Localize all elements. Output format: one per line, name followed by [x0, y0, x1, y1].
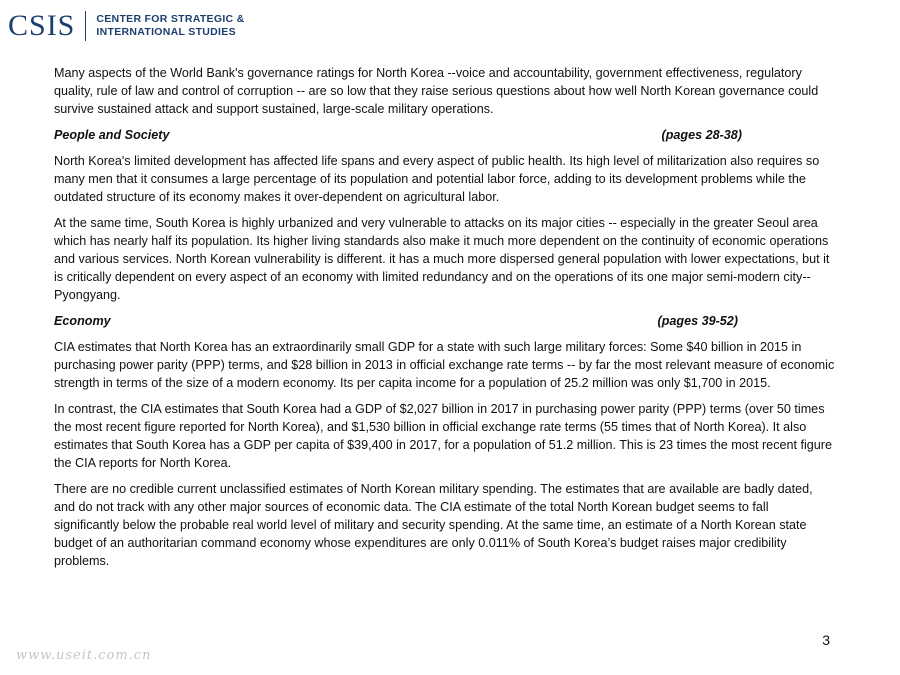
- csis-header: [8, 8, 245, 44]
- economy-paragraph-1: CIA estimates that North Korea has an extraordinarily small GDP for a state with such large military forces: Some $40 billion in 2015 in purchasing power parity (PPP) terms, and $28 billion in 2013 in official exchange rate terms -- by far the most relevant measure of economic strength in terms of the size of a modern economy. Its per capita income for a population of 25.2 million was only $1,700 in 2015.: [54, 340, 835, 390]
- people-heading-pages: (pages 28-38): [661, 128, 742, 142]
- org-name-line1: CENTER FOR STRATEGIC &: [96, 13, 245, 25]
- people-paragraph-1: North Korea's limited development has affected life spans and every aspect of public health. Its high level of militarization also requires so many men that it consumes a large percentage of its population and potential labor force, adding to its development problems while the outdated structure of its economy makes it over-dependent on agricultural labor.: [54, 154, 820, 204]
- document-body: [54, 64, 836, 578]
- logo-divider: [85, 11, 86, 41]
- csis-logo: CSIS: [8, 9, 76, 42]
- org-name-line2: INTERNATIONAL STUDIES: [96, 26, 236, 38]
- org-name: [96, 13, 244, 39]
- economy-paragraph-3: There are no credible current unclassified estimates of North Korean military spending. The estimates that are available are badly dated, and do not track with any other major sources of economic data. The CIA estimate of the total North Korean budget seems to fall significantly below the probable real world level of military and security spending. At the same time, an estimate of a North Korean state budget of an authoritarian command economy whose expenditures are only 0.011% of South Korea’s budget raises major credibility problems.: [54, 482, 813, 568]
- people-paragraph-2: At the same time, South Korea is highly urbanized and very vulnerable to attacks on its major cities -- especially in the greater Seoul area which has nearly half its population. Its higher living standards also make it much more dependent on the continuity of economic operations and various services. North Korean vulnerability is different. it has a much more dispersed general population with lower expectations, but it is critically dependent on every aspect of an economy with limited redundancy and on the operations of its one major semi-modern city-- Pyongyang.: [54, 216, 830, 302]
- economy-paragraph-2: In contrast, the CIA estimates that South Korea had a GDP of $2,027 billion in 2017 in purchasing power parity (PPP) terms (over 50 times the most recent figure reported for North Korea), and $1,530 billion in official exchange rate terms (55 times that of North Korea). It also estimates that South Korea has a GDP per capita of $39,400 in 2017, for a population of 51.2 million. This is 23 times the most recent figure the CIA reports for North Korea.: [54, 402, 832, 470]
- people-heading-title: People and Society: [54, 128, 170, 142]
- people-section-heading: [54, 126, 836, 144]
- watermark: www.useit.com.cn: [16, 648, 152, 663]
- economy-heading-pages: (pages 39-52): [657, 314, 738, 328]
- page-number: 3: [822, 632, 830, 648]
- economy-heading-title: Economy: [54, 314, 111, 328]
- intro-paragraph: Many aspects of the World Bank's governance ratings for North Korea --voice and accountability, government effectiveness, regulatory quality, rule of law and control of corruption -- are so low that they raise serious questions about how well North Korean governance could survive sustained attack and support sustained, large-scale military operations.: [54, 66, 819, 116]
- economy-section-heading: [54, 312, 836, 330]
